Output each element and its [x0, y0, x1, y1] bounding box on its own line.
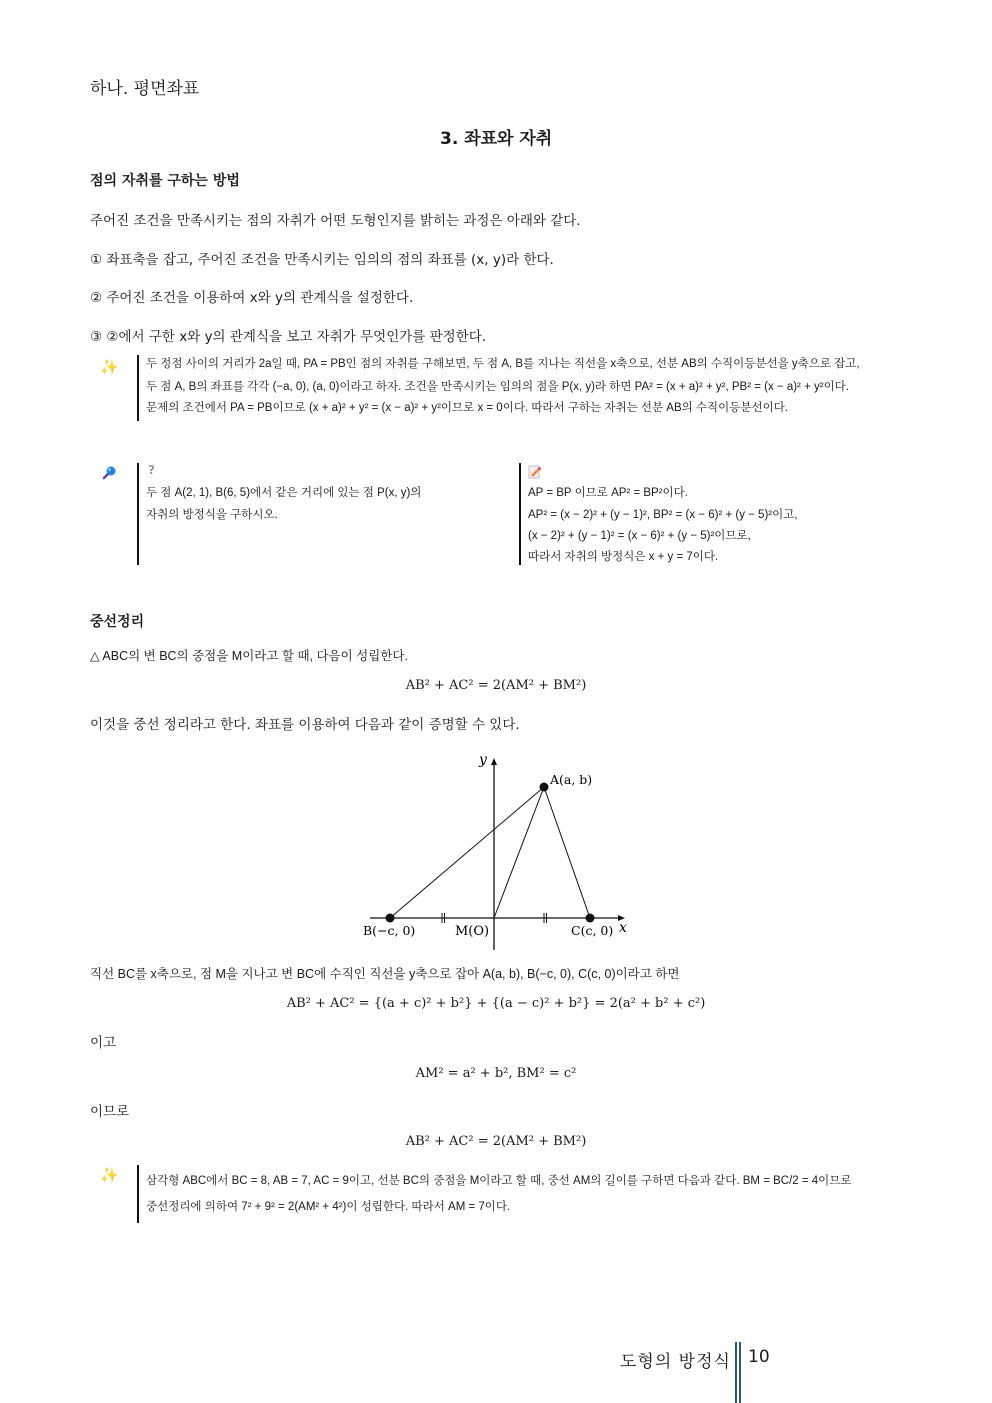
proof-intro: 이것을 중선 정리라고 한다. 좌표를 이용하여 다음과 같이 증명할 수 있다.	[90, 717, 520, 733]
page-number: 10	[748, 1347, 770, 1367]
answer-divider	[519, 463, 521, 565]
y-axis-label: y	[479, 752, 487, 768]
note-line-3: 문제의 조건에서 PA = PB이므로 (x + a)² + y² = (x − a)² + y²이므로 x = 0이다. 따라서 구하는 자취는 선분 AB의 수직이등분선이다.	[146, 402, 789, 414]
footer-title: 도형의 방정식	[620, 1352, 731, 1372]
median-formula: AB² + AC² = 2(AM² + BM²)	[405, 678, 587, 693]
median-figure	[355, 745, 645, 959]
locus-step-3: ③ ②에서 구한 x와 y의 관계식을 보고 자취가 무엇인가를 판정한다.	[90, 329, 487, 345]
problem-question-line-1: 두 점 A(2, 1), B(6, 5)에서 같은 거리에 있는 점 P(x, y)의	[146, 487, 422, 499]
point-a-label: A(a, b)	[550, 772, 593, 787]
median-theorem-heading: 중선정리	[90, 614, 145, 630]
point-m-label: M(O)	[455, 924, 490, 939]
answer-line-3: (x − 2)² + (y − 1)² = (x − 6)² + (y − 5)²이므로,	[528, 530, 751, 542]
point-c-label: C(c, 0)	[571, 923, 614, 938]
proof-equation-3: AB² + AC² = 2(AM² + BM²)	[405, 1134, 587, 1149]
sparkle-icon: ✨	[100, 1166, 119, 1184]
chapter-title: 하나. 평면좌표	[90, 79, 200, 99]
memo-pencil-icon	[528, 464, 542, 483]
footer-divider	[735, 1342, 737, 1403]
note-divider	[137, 1165, 139, 1223]
proof-equation-2: AM² = a² + b², BM² = c²	[415, 1066, 577, 1081]
median-note-line-2: 중선정리에 의하여 7² + 9² = 2(AM² + 4²)이 성립한다. 따라서 AM = 7이다.	[146, 1201, 511, 1213]
proof-word-1: 이고	[90, 1035, 117, 1051]
point-b-label: B(−c, 0)	[363, 923, 416, 938]
proof-word-2: 이므로	[90, 1104, 130, 1120]
problem-divider	[137, 463, 139, 565]
locus-method-heading: 점의 자취를 구하는 방법	[90, 173, 240, 189]
question-mark-icon: ?	[148, 463, 155, 477]
answer-line-1: AP = BP 이므로 AP² = BP²이다.	[528, 487, 688, 499]
answer-line-2: AP² = (x − 2)² + (y − 1)², BP² = (x − 6)² + (y − 5)²이고,	[528, 509, 798, 521]
problem-question-line-2: 자취의 방정식을 구하시오.	[146, 509, 278, 521]
section-title: 3. 좌표와 자취	[440, 129, 553, 149]
answer-line-4: 따라서 자취의 방정식은 x + y = 7이다.	[528, 551, 719, 563]
note-line-2: 두 점 A, B의 좌표를 각각 (−a, 0), (a, 0)이라고 하자. 조건을 만족시키는 임의의 점을 P(x, y)라 하면 PA² = (x + a)² + y², PB² = (x − a)² + y²이다.	[146, 381, 849, 393]
x-axis-label: x	[619, 920, 627, 936]
locus-step-1: ① 좌표축을 잡고, 주어진 조건을 만족시키는 임의의 점의 좌표를 (x, y)라 한다.	[90, 252, 554, 268]
footer-divider	[739, 1342, 741, 1403]
median-note-line-1: 삼각형 ABC에서 BC = 8, AB = 7, AC = 9이고, 선분 BC의 중점을 M이라고 할 때, 중선 AM의 길이를 구하면 다음과 같다. BM = BC/2 = 4이므로	[146, 1175, 852, 1187]
locus-intro: 주어진 조건을 만족시키는 점의 자취가 어떤 도형인지를 밝히는 과정은 아래와 같다.	[90, 213, 581, 229]
locus-step-2: ② 주어진 조건을 이용하여 x와 y의 관계식을 설정한다.	[90, 290, 414, 306]
sparkle-icon: ✨	[100, 358, 119, 376]
note-line-1: 두 정점 사이의 거리가 2a일 때, PA = PB인 점의 자취를 구해보면, 두 점 A, B를 지나는 직선을 x축으로, 선분 AB의 수직이등분선을 y축으로 잡고,	[146, 358, 860, 370]
note-divider	[137, 355, 139, 421]
proof-equation-1: AB² + AC² = {(a + c)² + b²} + {(a − c)² + b²} = 2(a² + b² + c²)	[286, 996, 706, 1011]
magnifier-icon	[101, 465, 117, 485]
median-statement: △ ABC의 변 BC의 중점을 M이라고 할 때, 다음이 성립한다.	[90, 649, 408, 663]
proof-line-1: 직선 BC를 x축으로, 점 M을 지나고 변 BC에 수직인 직선을 y축으로 잡아 A(a, b), B(−c, 0), C(c, 0)이라고 하면	[90, 967, 680, 981]
